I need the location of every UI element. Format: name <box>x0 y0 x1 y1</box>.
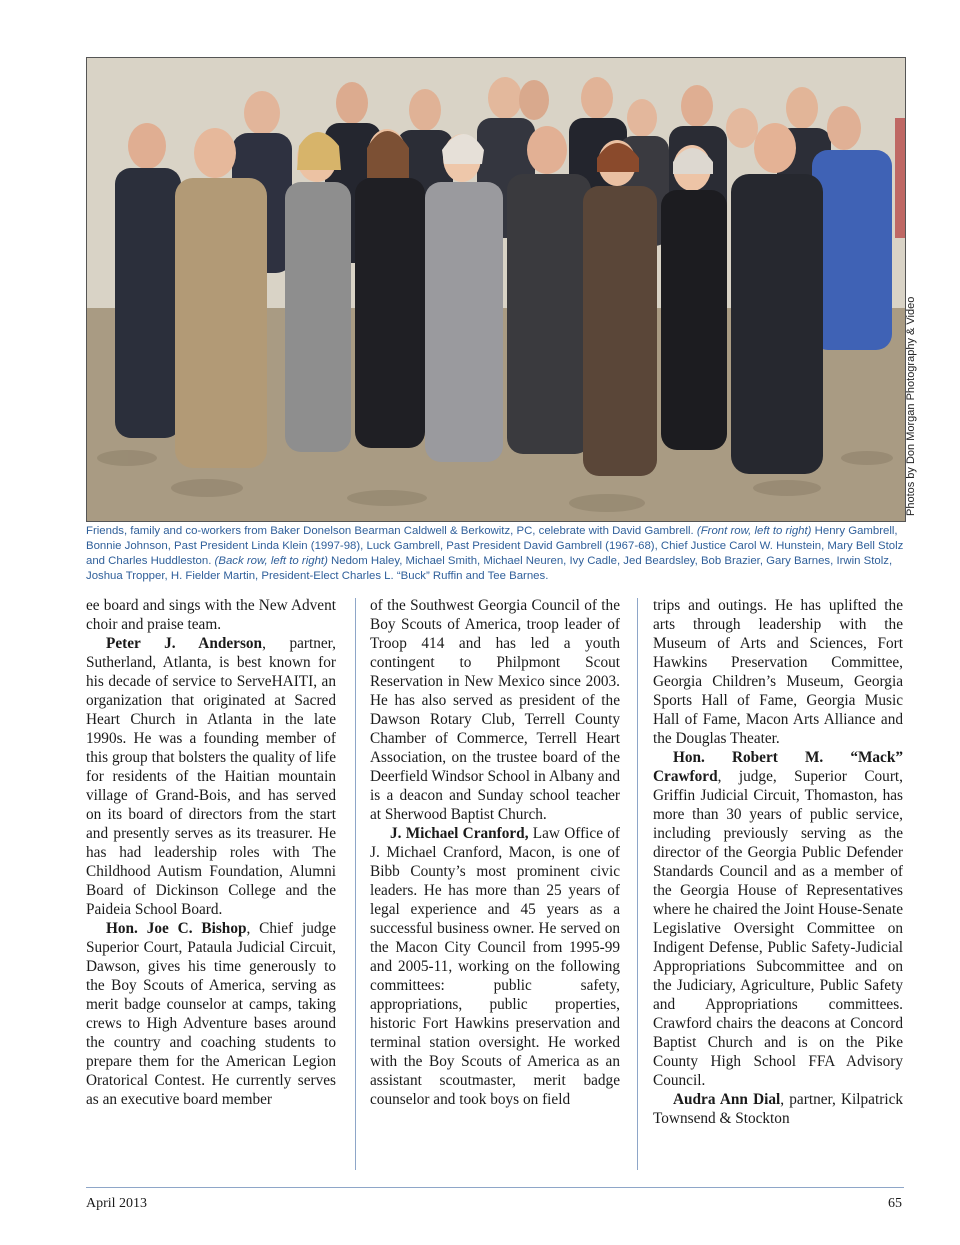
paragraph-text: Law Office of J. Michael Cranford, Macon, is one of Bibb County’s most prominent civic leaders. He has more than 25 years of legal experience and 45 years as a successful business owner. He served on the Macon City Council from 1995-99 and 2005-11, working on the following committees: public safety, appropriations, public properties, historic Fort Hawkins preservation and terminal station oversight. He worked with the Boy Scouts of America as an assistant scoutmaster, merit badge counselor and took boys on field <box>370 825 620 1108</box>
paragraph-text: , Chief judge Superior Court, Pataula Judicial Circuit, Dawson, gives his time generously to the Boy Scouts of America, serving as merit badge counselor at camps, taking crews to High Adventure bases around the country and coaching students to prepare them for the American Legion Oratorical Contest. He currently serves as an executive board member <box>86 920 336 1108</box>
paragraph: trips and outings. He has uplifted the arts through leadership with the Museum of Arts and Sciences, Fort Hawkins Preservation Committee, Georgia Children’s Museum, Georgia Sports Hall of Fame, Georgia Music Hall of Fame, Macon Arts Alliance and the Douglas Theater. <box>653 597 903 747</box>
column-divider <box>637 598 638 1170</box>
photo-caption <box>86 524 906 584</box>
article-column-3 <box>653 596 903 1128</box>
paragraph-text: , partner, Kilpatrick Townsend & Stockton <box>653 1091 904 1127</box>
article-column-1 <box>86 596 336 1109</box>
person-name: Peter J. Anderson <box>106 635 263 652</box>
caption-back-names: Nedom Haley, Michael Smith, Michael Neuren, Ivy Cadle, Jed Beardsley, Bob Brazier, Gary Barnes, Irwin Stolz, Joshua Tropper, H. Fielder Martin, President-Elect Charles L. “Buck” Ruffin and Tee Barnes. <box>86 555 893 582</box>
caption-lead: Friends, family and co-workers from Baker Donelson Bearman Caldwell & Berkowitz, PC, celebrate with David Gambrell. <box>86 525 694 537</box>
footer-date: April 2013 <box>86 1196 148 1211</box>
person-name: J. Michael Cranford, <box>390 825 529 842</box>
group-photo-illustration <box>87 58 905 521</box>
paragraph-crawford <box>653 748 903 1090</box>
page-number: 65 <box>888 1196 902 1211</box>
column-divider <box>355 598 356 1170</box>
footer-rule <box>86 1187 904 1188</box>
paragraph: of the Southwest Georgia Council of the Boy Scouts of America, troop leader of Troop 414 and has led a youth contingent to Philpmont Scout Reservation in New Mexico since 2003. He has also served as president of the Dawson Rotary Club, Terrell County Chamber of Commerce, Terrell Heart Association, on the trustee board of the Deerfield Windsor School in Albany and is a deacon and Sunday school teacher at Sherwood Baptist Church. <box>370 597 620 823</box>
person-name: Hon. Joe C. Bishop <box>106 920 247 937</box>
paragraph-text: , judge, Superior Court, Griffin Judicial Circuit, Thomaston, has more than 30 years of public service, including previously serving as the director of the Georgia Public Defender Standards Council and as a member of the Georgia House of Representatives where he chaired the Joint House-Senate Legislative Oversight Committee on Indigent Defense, Public Safety-Judicial Appropriations Subcommittee and on the Judiciary, Agriculture, Public Safety and Appropriations committees. Crawford chairs the deacons at Concord Baptist Church and is on the Pike County High School FFA Advisory Council. <box>653 768 903 1089</box>
paragraph: ee board and sings with the New Advent choir and praise team. <box>86 597 336 633</box>
paragraph-text: , partner, Sutherland, Atlanta, is best known for his decade of service to ServeHAITI, an organization that originated at Sacred Heart Church in Atlanta in the late 1990s. He was a founding member of this group that bolsters the quality of life for residents of the Haitian mountain village of Grand-Bois, and has served on its board of directors from the start and presently serves as its treasurer. He has had leadership roles with The Childhood Autism Foundation, Alumni Board of Dickinson College and the Paideia School Board. <box>86 635 336 918</box>
paragraph-cranford <box>370 824 620 1109</box>
caption-back-label: (Back row, left to right) <box>214 555 328 567</box>
paragraph-dial <box>653 1090 903 1128</box>
person-name: Hon. Robert M. “Mack” Crawford <box>653 749 903 785</box>
article-column-2 <box>370 596 620 1109</box>
caption-front-label: (Front row, left to right) <box>696 525 812 537</box>
caption-front-names: Henry Gambrell, Bonnie Johnson, Past President Linda Klein (1997-98), Luck Gambrell, Past President David Gambrell (1967-68), Chief Justice Carol W. Hunstein, Mary Bell Stolz and Charles Huddleston. <box>86 525 904 567</box>
photo-credit: Photos by Don Morgan Photography & Video <box>905 296 917 516</box>
paragraph-anderson <box>86 634 336 919</box>
paragraph-bishop <box>86 919 336 1109</box>
person-name: Audra Ann Dial <box>673 1091 781 1108</box>
group-photo <box>86 57 906 522</box>
